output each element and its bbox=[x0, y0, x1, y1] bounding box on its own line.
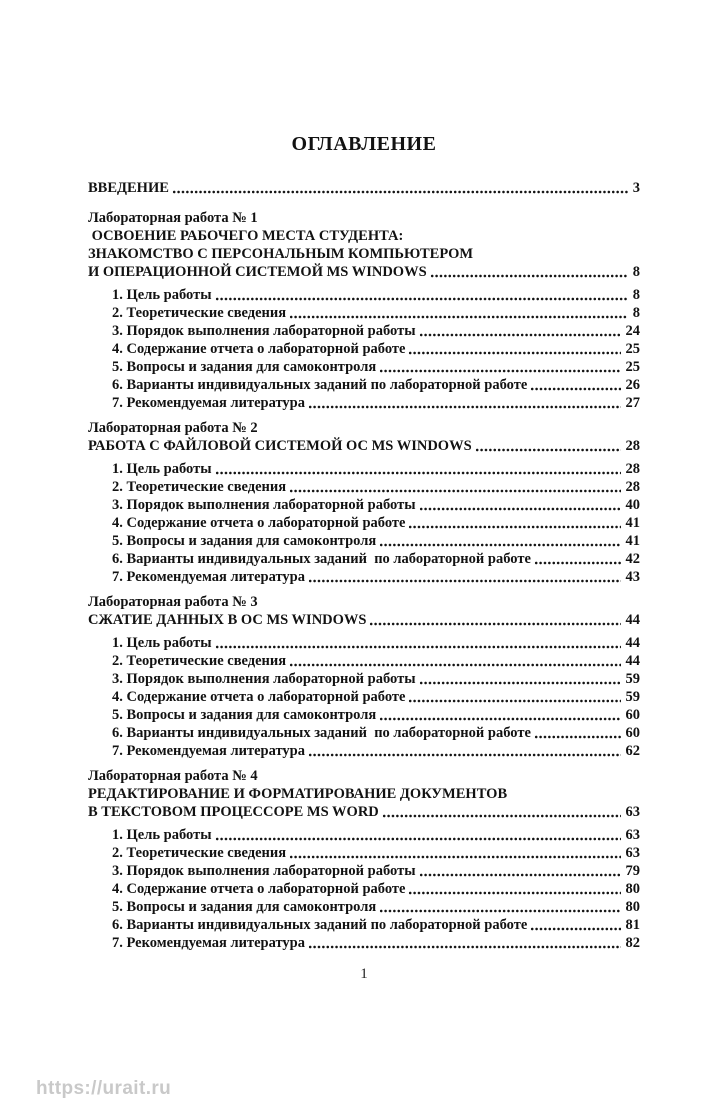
dot-leader bbox=[308, 753, 621, 757]
section-heading-row bbox=[88, 263, 640, 281]
toc-item bbox=[88, 724, 640, 742]
dot-leader bbox=[408, 891, 620, 895]
toc-section-lab4 bbox=[88, 767, 640, 952]
toc-page-number: 63 bbox=[625, 804, 640, 820]
toc-item bbox=[88, 550, 640, 568]
toc-item-label: 7. Рекомендуемая литература bbox=[112, 935, 305, 951]
section-heading-line: ЗНАКОМСТВО С ПЕРСОНАЛЬНЫМ КОМПЬЮТЕРОМ bbox=[88, 246, 474, 262]
dot-leader bbox=[215, 645, 621, 649]
dot-leader bbox=[408, 699, 620, 703]
dot-leader bbox=[369, 622, 620, 626]
toc-page-number: 8 bbox=[632, 264, 640, 280]
section-heading-tail: В ТЕКСТОВОМ ПРОЦЕССОРЕ MS WORD bbox=[88, 804, 379, 820]
toc-item-label: 6. Варианты индивидуальных заданий по лабораторной работе bbox=[112, 377, 528, 393]
dot-leader bbox=[379, 543, 620, 547]
toc-item-label: 7. Рекомендуемая литература bbox=[112, 569, 305, 585]
toc-item bbox=[88, 514, 640, 532]
toc-item-label: 2. Теоретические сведения bbox=[112, 845, 287, 861]
toc-page-number: 63 bbox=[625, 827, 640, 843]
toc-item bbox=[88, 478, 640, 496]
dot-leader bbox=[419, 333, 621, 337]
toc-item-label: 5. Вопросы и задания для самоконтроля bbox=[112, 359, 377, 375]
toc-page-number: 26 bbox=[625, 377, 640, 393]
toc-item-label: 2. Теоретические сведения bbox=[112, 479, 287, 495]
toc-item bbox=[88, 862, 640, 880]
toc-page-number: 41 bbox=[625, 515, 640, 531]
toc-item-label: 6. Варианты индивидуальных заданий по лабораторной работе bbox=[112, 917, 528, 933]
toc-entry-label: ВВЕДЕНИЕ bbox=[88, 180, 169, 196]
toc-item-label: 1. Цель работы bbox=[112, 827, 212, 843]
toc-page-number: 44 bbox=[625, 653, 640, 669]
toc-item bbox=[88, 934, 640, 952]
toc-item bbox=[88, 898, 640, 916]
toc-item bbox=[88, 496, 640, 514]
toc-page-number: 43 bbox=[625, 569, 640, 585]
toc-item bbox=[88, 286, 640, 304]
toc-item bbox=[88, 460, 640, 478]
toc-item-label: 3. Порядок выполнения лабораторной работы bbox=[112, 671, 416, 687]
toc-item-label: 4. Содержание отчета о лабораторной работе bbox=[112, 515, 406, 531]
dot-leader bbox=[308, 579, 621, 583]
toc-page-number: 40 bbox=[625, 497, 640, 513]
toc-section-lab3 bbox=[88, 593, 640, 760]
toc-page-number: 80 bbox=[625, 899, 640, 915]
toc-item-label: 1. Цель работы bbox=[112, 287, 212, 303]
toc-item-label: 1. Цель работы bbox=[112, 635, 212, 651]
toc-item-label: 4. Содержание отчета о лабораторной работе bbox=[112, 689, 406, 705]
toc-entry-introduction bbox=[88, 179, 640, 197]
section-heading-row bbox=[88, 611, 640, 629]
dot-leader bbox=[289, 315, 628, 319]
dot-leader bbox=[419, 681, 621, 685]
toc-item bbox=[88, 688, 640, 706]
dot-leader bbox=[379, 369, 620, 373]
section-heading-line: РЕДАКТИРОВАНИЕ И ФОРМАТИРОВАНИЕ ДОКУМЕНТОВ bbox=[88, 786, 508, 802]
dot-leader bbox=[215, 471, 621, 475]
section-heading-line: Лабораторная работа № 1 bbox=[88, 210, 258, 226]
toc-item-label: 3. Порядок выполнения лабораторной работы bbox=[112, 863, 416, 879]
toc-item-label: 4. Содержание отчета о лабораторной работе bbox=[112, 881, 406, 897]
dot-leader bbox=[430, 274, 628, 278]
dot-leader bbox=[408, 525, 620, 529]
toc-item bbox=[88, 826, 640, 844]
toc-item bbox=[88, 322, 640, 340]
toc-page-number: 63 bbox=[625, 845, 640, 861]
section-heading-tail: И ОПЕРАЦИОННОЙ СИСТЕМОЙ MS WINDOWS bbox=[88, 264, 427, 280]
section-heading-line: Лабораторная работа № 3 bbox=[88, 594, 258, 610]
section-heading-line: Лабораторная работа № 4 bbox=[88, 768, 258, 784]
toc-item bbox=[88, 394, 640, 412]
section-heading-row bbox=[88, 803, 640, 821]
section-items bbox=[88, 826, 640, 952]
dot-leader bbox=[475, 448, 621, 452]
toc-page-number: 25 bbox=[625, 341, 640, 357]
toc-item-label: 4. Содержание отчета о лабораторной работе bbox=[112, 341, 406, 357]
toc-item bbox=[88, 670, 640, 688]
dot-leader bbox=[308, 405, 621, 409]
toc-item bbox=[88, 706, 640, 724]
toc-page-number: 27 bbox=[625, 395, 640, 411]
dot-leader bbox=[419, 507, 621, 511]
dot-leader bbox=[379, 909, 620, 913]
dot-leader bbox=[289, 663, 620, 667]
dot-leader bbox=[530, 927, 620, 931]
toc-page-number: 82 bbox=[625, 935, 640, 951]
dot-leader bbox=[379, 717, 620, 721]
toc-item bbox=[88, 844, 640, 862]
dot-leader bbox=[408, 351, 620, 355]
dot-leader bbox=[172, 190, 628, 194]
toc-item bbox=[88, 634, 640, 652]
toc-page-number: 25 bbox=[625, 359, 640, 375]
dot-leader bbox=[289, 489, 620, 493]
toc-item bbox=[88, 532, 640, 550]
section-items bbox=[88, 286, 640, 412]
toc-item bbox=[88, 742, 640, 760]
toc-item-label: 1. Цель работы bbox=[112, 461, 212, 477]
toc-page-number: 28 bbox=[625, 461, 640, 477]
dot-leader bbox=[308, 945, 621, 949]
toc-page-number: 59 bbox=[625, 671, 640, 687]
toc-page-number: 8 bbox=[632, 305, 640, 321]
toc-item-label: 3. Порядок выполнения лабораторной работы bbox=[112, 497, 416, 513]
toc-page-number: 42 bbox=[625, 551, 640, 567]
toc-item-label: 7. Рекомендуемая литература bbox=[112, 395, 305, 411]
toc-item bbox=[88, 880, 640, 898]
toc-item bbox=[88, 568, 640, 586]
toc-item-label: 6. Варианты индивидуальных заданий по лабораторной работе bbox=[112, 725, 531, 741]
toc-item-label: 6. Варианты индивидуальных заданий по лабораторной работе bbox=[112, 551, 531, 567]
toc-page-number: 81 bbox=[625, 917, 640, 933]
toc-item-label: 3. Порядок выполнения лабораторной работы bbox=[112, 323, 416, 339]
toc-item-label: 5. Вопросы и задания для самоконтроля bbox=[112, 533, 377, 549]
toc-item bbox=[88, 358, 640, 376]
toc-page-number: 44 bbox=[625, 612, 640, 628]
section-heading-tail: СЖАТИЕ ДАННЫХ В ОС MS WINDOWS bbox=[88, 612, 367, 628]
toc-page-number: 60 bbox=[625, 725, 640, 741]
dot-leader bbox=[289, 855, 620, 859]
toc-item bbox=[88, 376, 640, 394]
dot-leader bbox=[382, 814, 621, 818]
dot-leader bbox=[534, 735, 621, 739]
toc-page-number: 79 bbox=[625, 863, 640, 879]
page-number: 1 bbox=[360, 966, 368, 982]
dot-leader bbox=[419, 873, 621, 877]
dot-leader bbox=[530, 387, 620, 391]
section-items bbox=[88, 460, 640, 586]
toc-item-label: 2. Теоретические сведения bbox=[112, 305, 287, 321]
toc-page-number: 59 bbox=[625, 689, 640, 705]
toc-page-number: 28 bbox=[625, 438, 640, 454]
toc-page-number: 3 bbox=[632, 180, 640, 196]
toc-page-number: 62 bbox=[625, 743, 640, 759]
toc-page-content bbox=[88, 133, 640, 952]
toc-item-label: 2. Теоретические сведения bbox=[112, 653, 287, 669]
watermark-url: https://urait.ru bbox=[36, 1078, 172, 1099]
toc-item bbox=[88, 916, 640, 934]
section-heading-row bbox=[88, 437, 640, 455]
section-heading-tail: РАБОТА С ФАЙЛОВОЙ СИСТЕМОЙ ОС MS WINDOWS bbox=[88, 438, 472, 454]
toc-item bbox=[88, 652, 640, 670]
page-title: ОГЛАВЛЕНИЕ bbox=[291, 133, 437, 155]
section-heading-line: ОСВОЕНИЕ РАБОЧЕГО МЕСТА СТУДЕНТА: bbox=[88, 228, 404, 244]
toc-item-label: 5. Вопросы и задания для самоконтроля bbox=[112, 707, 377, 723]
toc-item bbox=[88, 304, 640, 322]
toc-page-number: 80 bbox=[625, 881, 640, 897]
dot-leader bbox=[215, 837, 621, 841]
toc-item-label: 5. Вопросы и задания для самоконтроля bbox=[112, 899, 377, 915]
toc-section-lab2 bbox=[88, 419, 640, 586]
section-items bbox=[88, 634, 640, 760]
toc-page-number: 44 bbox=[625, 635, 640, 651]
toc-page-number: 60 bbox=[625, 707, 640, 723]
toc-page-number: 41 bbox=[625, 533, 640, 549]
toc-page-number: 24 bbox=[625, 323, 640, 339]
toc-page-number: 8 bbox=[632, 287, 640, 303]
section-heading-line: Лабораторная работа № 2 bbox=[88, 420, 258, 436]
toc-item bbox=[88, 340, 640, 358]
toc-page-number: 28 bbox=[625, 479, 640, 495]
dot-leader bbox=[215, 297, 628, 301]
dot-leader bbox=[534, 561, 621, 565]
toc-item-label: 7. Рекомендуемая литература bbox=[112, 743, 305, 759]
toc-section-lab1 bbox=[88, 209, 640, 412]
